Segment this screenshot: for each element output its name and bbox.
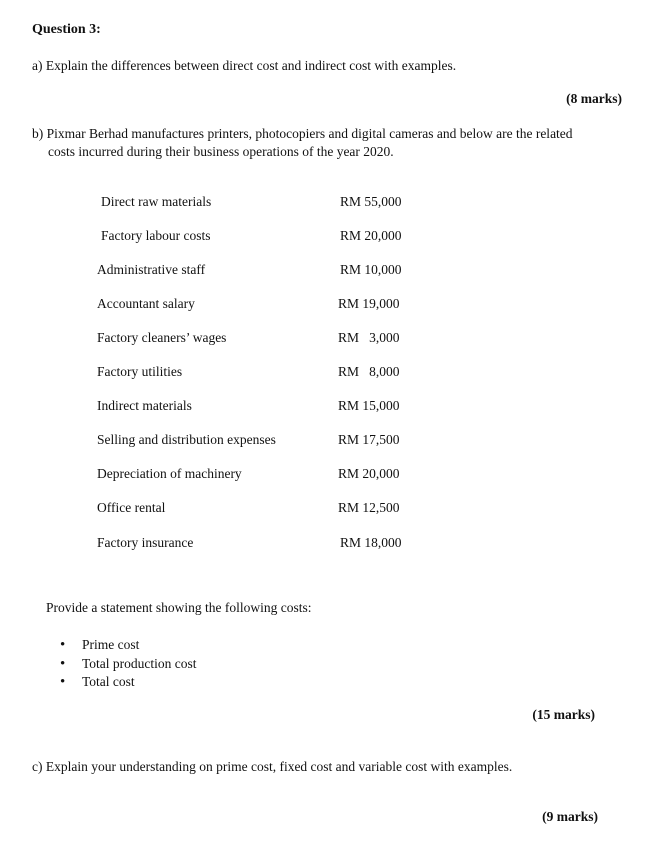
cost-amount: RM 12,500: [338, 500, 400, 515]
cost-amount: RM 10,000: [340, 262, 402, 277]
cost-bullet-list: [60, 636, 197, 692]
cost-label: Accountant salary: [97, 296, 195, 311]
question-title: Question 3:: [32, 22, 101, 37]
part-b-instruction: Provide a statement showing the following costs:: [46, 600, 312, 615]
cost-amount: RM 55,000: [340, 194, 402, 209]
bullet-item: • Prime cost: [60, 636, 197, 655]
cost-label: Selling and distribution expenses: [97, 432, 276, 447]
cost-amount: RM 19,000: [338, 296, 400, 311]
part-b-marks: (15 marks): [532, 707, 595, 722]
cost-amount: RM 3,000: [338, 330, 400, 345]
cost-amount: RM 20,000: [338, 466, 400, 481]
cost-label: Factory insurance: [97, 535, 194, 550]
cost-amount: RM 8,000: [338, 364, 400, 379]
part-b-intro: [32, 125, 632, 161]
cost-label: Factory utilities: [97, 364, 183, 379]
bullet-item: • Total cost: [60, 673, 197, 692]
cost-label: Factory labour costs: [101, 228, 211, 243]
cost-label: Indirect materials: [97, 398, 192, 413]
part-b-intro-line2: costs incurred during their business operations of the year 2020.: [48, 144, 394, 159]
part-b-intro-line1: b) Pixmar Berhad manufactures printers, photocopiers and digital cameras and below are the related: [32, 126, 573, 141]
cost-label: Depreciation of machinery: [97, 466, 242, 481]
part-a-text: a) Explain the differences between direct cost and indirect cost with examples.: [32, 58, 457, 73]
cost-amount: RM 17,500: [338, 432, 400, 447]
cost-amount: RM 15,000: [338, 398, 400, 413]
cost-label: Factory cleaners’ wages: [97, 330, 227, 345]
cost-label: Direct raw materials: [101, 194, 212, 209]
bullet-item: • Total production cost: [60, 655, 197, 674]
cost-amount: RM 18,000: [340, 535, 402, 550]
part-a-marks: (8 marks): [566, 91, 622, 106]
cost-label: Administrative staff: [97, 262, 206, 277]
part-c-marks: (9 marks): [542, 809, 598, 824]
part-c-text: c) Explain your understanding on prime cost, fixed cost and variable cost with examples.: [32, 759, 513, 774]
cost-label: Office rental: [97, 500, 166, 515]
cost-amount: RM 20,000: [340, 228, 402, 243]
